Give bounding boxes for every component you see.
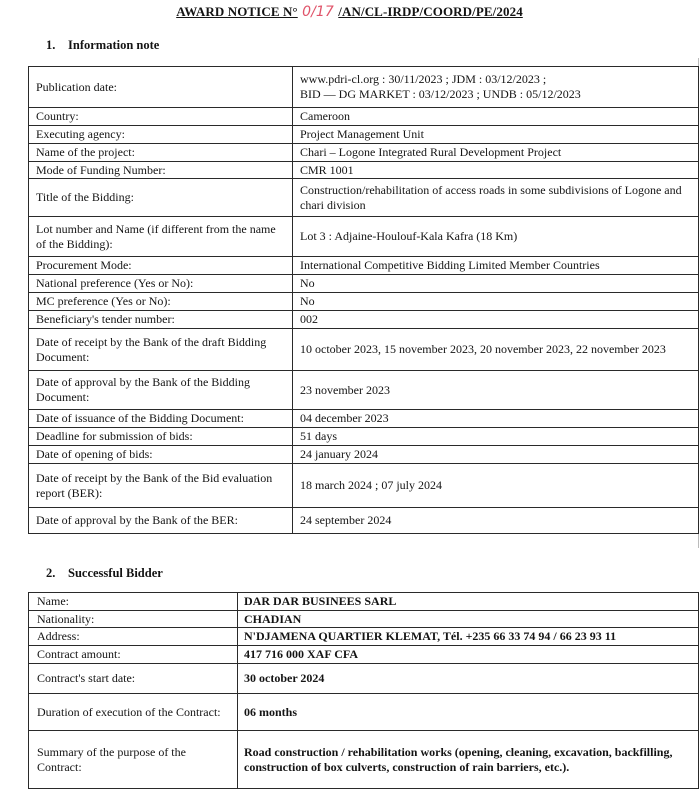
section-2-heading: [46, 566, 163, 581]
row-value: 24 september 2024: [293, 508, 699, 534]
row-label: Publication date:: [29, 67, 293, 108]
row-label: MC preference (Yes or No):: [29, 293, 293, 311]
row-value: 30 october 2024: [238, 664, 699, 694]
row-value: 51 days: [293, 428, 699, 446]
row-label: Date of approval by the Bank of the BER:: [29, 508, 293, 534]
row-label: Date of issuance of the Bidding Document:: [29, 410, 293, 428]
row-value: 06 months: [238, 694, 699, 731]
table-row: [29, 611, 699, 628]
section-2-number: 2.: [46, 566, 56, 580]
table-row: [29, 67, 699, 108]
title-suffix: /AN/CL-IRDP/COORD/PE/2024: [338, 4, 523, 19]
document-title: [0, 4, 699, 20]
row-value-line: www.pdri-cl.org : 30/11/2023 ; JDM : 03/12/2023 ;: [300, 72, 547, 86]
row-value: 04 december 2023: [293, 410, 699, 428]
row-label: Beneficiary's tender number:: [29, 311, 293, 329]
row-value: 002: [293, 311, 699, 329]
row-value: DAR DAR BUSINEES SARL: [238, 593, 699, 611]
row-label: Date of approval by the Bank of the Bidding Document:: [29, 371, 293, 410]
row-value: Construction/rehabilitation of access roads in some subdivisions of Logone and chari division: [293, 179, 699, 217]
row-value: [293, 67, 699, 108]
table-row: [29, 593, 699, 611]
row-label: Address:: [29, 628, 238, 646]
table-row: [29, 694, 699, 731]
row-label: Procurement Mode:: [29, 257, 293, 275]
row-label: Contract's start date:: [29, 664, 238, 694]
handwritten-notice-number: 0/17: [302, 4, 334, 20]
row-label: Duration of execution of the Contract:: [29, 694, 238, 731]
table-row: [29, 428, 699, 446]
table-row: [29, 446, 699, 464]
row-value-line: BID — DG MARKET : 03/12/2023 ; UNDB : 05/12/2023: [300, 87, 581, 101]
table-row: [29, 646, 699, 664]
row-label: Executing agency:: [29, 126, 293, 144]
row-value: CMR 1001: [293, 162, 699, 179]
row-value: 18 march 2024 ; 07 july 2024: [293, 464, 699, 508]
section-1-heading: [46, 38, 159, 53]
row-label: Contract amount:: [29, 646, 238, 664]
row-label: National preference (Yes or No):: [29, 275, 293, 293]
row-label: Mode of Funding Number:: [29, 162, 293, 179]
row-value: No: [293, 275, 699, 293]
row-value: CHADIAN: [238, 611, 699, 628]
table-row: [29, 410, 699, 428]
row-value: Project Management Unit: [293, 126, 699, 144]
successful-bidder-table: [28, 592, 699, 789]
section-1-title: Information note: [68, 38, 160, 52]
information-note-table: [28, 66, 699, 534]
table-row: [29, 144, 699, 162]
section-1-number: 1.: [46, 38, 56, 52]
table-row: [29, 126, 699, 144]
section-2-title: Successful Bidder: [68, 566, 163, 580]
row-value: International Competitive Bidding Limited Member Countries: [293, 257, 699, 275]
table-row: [29, 275, 699, 293]
table-row: [29, 664, 699, 694]
row-value: 10 october 2023, 15 november 2023, 20 november 2023, 22 november 2023: [293, 329, 699, 371]
row-label: Summary of the purpose of the Contract:: [29, 731, 238, 789]
table-row: [29, 162, 699, 179]
table-row: [29, 257, 699, 275]
table-row: [29, 371, 699, 410]
row-value: 417 716 000 XAF CFA: [238, 646, 699, 664]
row-label: Date of receipt by the Bank of the draft Bidding Document:: [29, 329, 293, 371]
row-value: N'DJAMENA QUARTIER KLEMAT, Tél. +235 66 33 74 94 / 66 23 93 11: [238, 628, 699, 646]
row-value: Lot 3 : Adjaine-Houlouf-Kala Kafra (18 Km): [293, 217, 699, 257]
row-label: Deadline for submission of bids:: [29, 428, 293, 446]
table-row: [29, 329, 699, 371]
row-label: Name:: [29, 593, 238, 611]
row-label: Nationality:: [29, 611, 238, 628]
row-label: Name of the project:: [29, 144, 293, 162]
table-row: [29, 293, 699, 311]
table-row: [29, 311, 699, 329]
table-row: [29, 731, 699, 789]
table-row: [29, 217, 699, 257]
row-value: Road construction / rehabilitation works (opening, cleaning, excavation, backfilling, construction of box culverts, construction of rain barriers, etc.).: [238, 731, 699, 789]
table-row: [29, 464, 699, 508]
row-value: Chari – Logone Integrated Rural Development Project: [293, 144, 699, 162]
row-label: Date of opening of bids:: [29, 446, 293, 464]
row-label: Date of receipt by the Bank of the Bid evaluation report (BER):: [29, 464, 293, 508]
title-prefix: AWARD NOTICE N°: [176, 4, 298, 19]
row-value: 23 november 2023: [293, 371, 699, 410]
row-value: No: [293, 293, 699, 311]
row-label: Lot number and Name (if different from the name of the Bidding):: [29, 217, 293, 257]
row-value: 24 january 2024: [293, 446, 699, 464]
row-label: Country:: [29, 108, 293, 126]
table-row: [29, 108, 699, 126]
row-label: Title of the Bidding:: [29, 179, 293, 217]
row-value: Cameroon: [293, 108, 699, 126]
table-row: [29, 179, 699, 217]
table-row: [29, 628, 699, 646]
table-row: [29, 508, 699, 534]
